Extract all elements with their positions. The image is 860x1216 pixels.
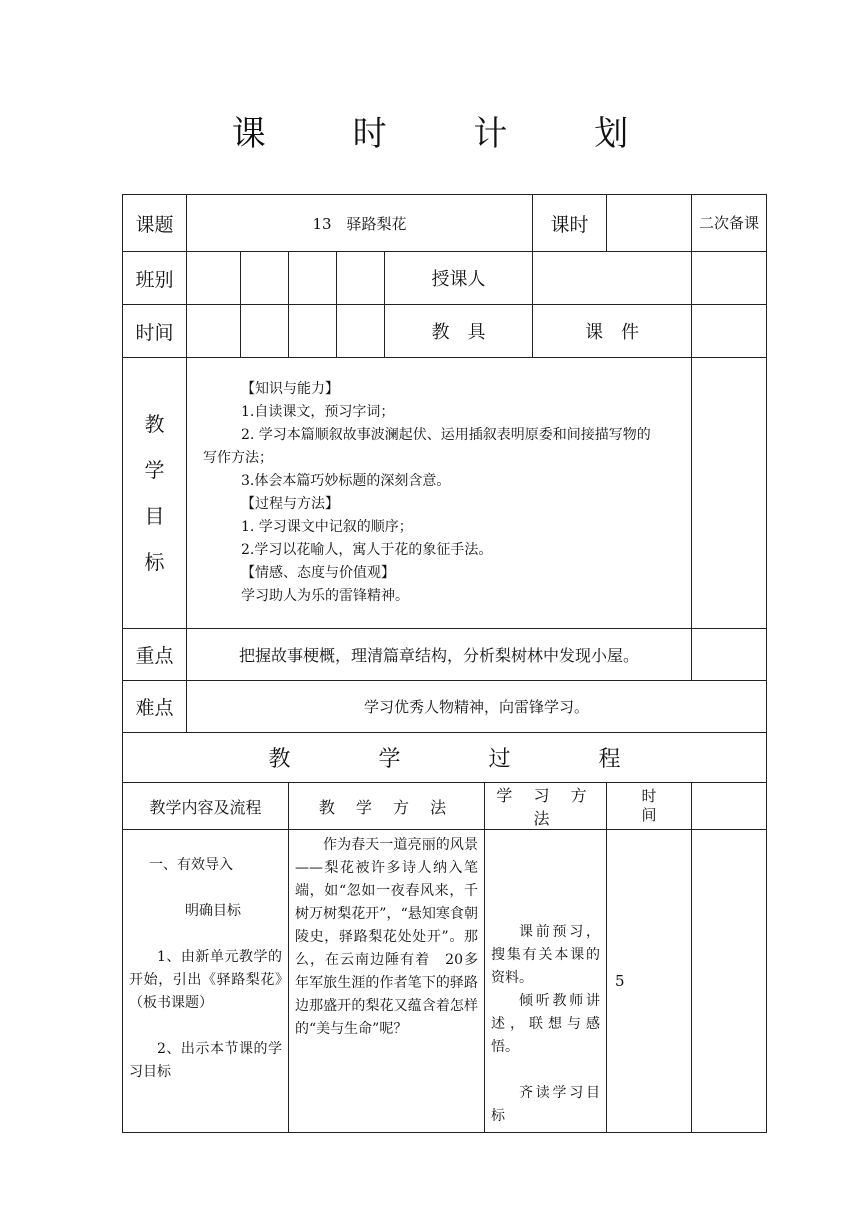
goals-line: 【过程与方法】 [241, 496, 339, 512]
topic-row [123, 195, 767, 252]
second-prep-cell-2 [692, 252, 767, 305]
col-time-header [607, 783, 692, 830]
class-cell-4 [337, 252, 385, 305]
process-content-row [123, 830, 767, 1133]
teacher-value [533, 252, 692, 305]
goals-line: 3.体会本篇巧妙标题的深刻含意。 [241, 473, 451, 489]
process-columns-row [123, 783, 767, 830]
difficulty-label: 难点 [123, 681, 187, 733]
process-heading-char: 过 [488, 747, 511, 772]
col-teaching-method-header: 教 学 方 法 [289, 783, 485, 830]
process-heading-row [123, 733, 767, 783]
content-line: 2、出示本节课的学习目标 [129, 1041, 282, 1080]
class-cell-2 [241, 252, 289, 305]
tools-label: 教 具 [385, 305, 533, 358]
goals-line: 2.学习以花喻人，寓人于花的象征手法。 [241, 542, 493, 558]
goals-line: 1. 学习课文中记叙的顺序； [241, 519, 413, 535]
col-learning-method-header: 学 习 方 法 [485, 783, 607, 830]
goals-row [123, 358, 767, 629]
process-content-cell [123, 830, 289, 1133]
goals-label-char: 学 [144, 458, 165, 482]
process-heading-char: 程 [598, 747, 621, 772]
time-cell-1 [187, 305, 241, 358]
topic-label: 课题 [123, 195, 187, 252]
periods-value [607, 195, 692, 252]
goals-line: 2. 学习本篇顺叙故事波澜起伏、运用插叙表明原委和间接描写物的 [241, 427, 651, 443]
goals-line: 【知识与能力】 [241, 381, 339, 397]
process-heading-char: 学 [378, 747, 401, 772]
teaching-method-cell [289, 830, 485, 1133]
goals-line: 写作方法； [203, 450, 273, 466]
learning-line: 倾听教师讲述，联想与感悟。 [491, 993, 601, 1055]
goals-line: 【情感、态度与价值观】 [241, 565, 395, 581]
content-line: 一、有效导入 [149, 857, 233, 873]
class-cell-3 [289, 252, 337, 305]
difficulty-row [123, 681, 767, 733]
learning-line: 课前预习，搜集有关本课的资料。 [491, 924, 601, 986]
teaching-method-text: 作为春天一道亮丽的风景——梨花被许多诗人纳入笔端，如“忽如一夜春风来，千树万树梨花开”，“悬知寒食朝陵史，驿路梨花处处开”。那么，在云南边陲有着 20多年军旅生涯的作者笔下的驿路边那盛开的梨花又蕴含着怎样的“美与生命”呢？ [295, 837, 478, 1037]
time-value: 5 [607, 830, 692, 1133]
teacher-label: 授课人 [385, 252, 533, 305]
goals-content [187, 358, 692, 629]
difficulty-text: 学习优秀人物精神，向雷锋学习。 [187, 681, 767, 733]
class-row [123, 252, 767, 305]
goals-label-char: 标 [144, 550, 165, 574]
class-cell-1 [187, 252, 241, 305]
goals-line: 1.自读课文，预习字词； [241, 404, 395, 420]
goals-label [123, 358, 187, 629]
key-point-label: 重点 [123, 629, 187, 681]
process-heading [123, 733, 767, 783]
page-title: 课 时 计 划 [231, 114, 667, 154]
time-header-text: 时间 [641, 787, 657, 824]
key-point-row [123, 629, 767, 681]
goals-label-char: 教 [144, 412, 165, 436]
second-prep-cell-5 [692, 629, 767, 681]
second-prep-cell-3 [692, 305, 767, 358]
class-label: 班别 [123, 252, 187, 305]
goals-label-char: 目 [144, 504, 165, 528]
topic-value: 13 驿路梨花 [187, 195, 533, 252]
courseware-label: 课 件 [533, 305, 692, 358]
lesson-plan-table [122, 194, 767, 1133]
time-row [123, 305, 767, 358]
learning-method-cell [485, 830, 607, 1133]
content-line: 1、由新单元教学的开始，引出《驿路梨花》（板书课题） [129, 949, 282, 1011]
second-prep-cell-9 [692, 830, 767, 1133]
time-cell-2 [241, 305, 289, 358]
col-content-header: 教学内容及流程 [123, 783, 289, 830]
periods-label: 课时 [533, 195, 607, 252]
key-point-text: 把握故事梗概，理清篇章结构，分析梨树林中发现小屋。 [187, 629, 692, 681]
second-prep-cell-8 [692, 783, 767, 830]
time-label: 时间 [123, 305, 187, 358]
second-prep-label: 二次备课 [692, 195, 767, 252]
content-line: 明确目标 [185, 903, 241, 919]
second-prep-cell-4 [692, 358, 767, 629]
process-heading-char: 教 [268, 747, 291, 772]
goals-line: 学习助人为乐的雷锋精神。 [241, 588, 409, 604]
time-cell-3 [289, 305, 337, 358]
learning-line: 齐读学习目标 [491, 1085, 601, 1124]
time-cell-4 [337, 305, 385, 358]
